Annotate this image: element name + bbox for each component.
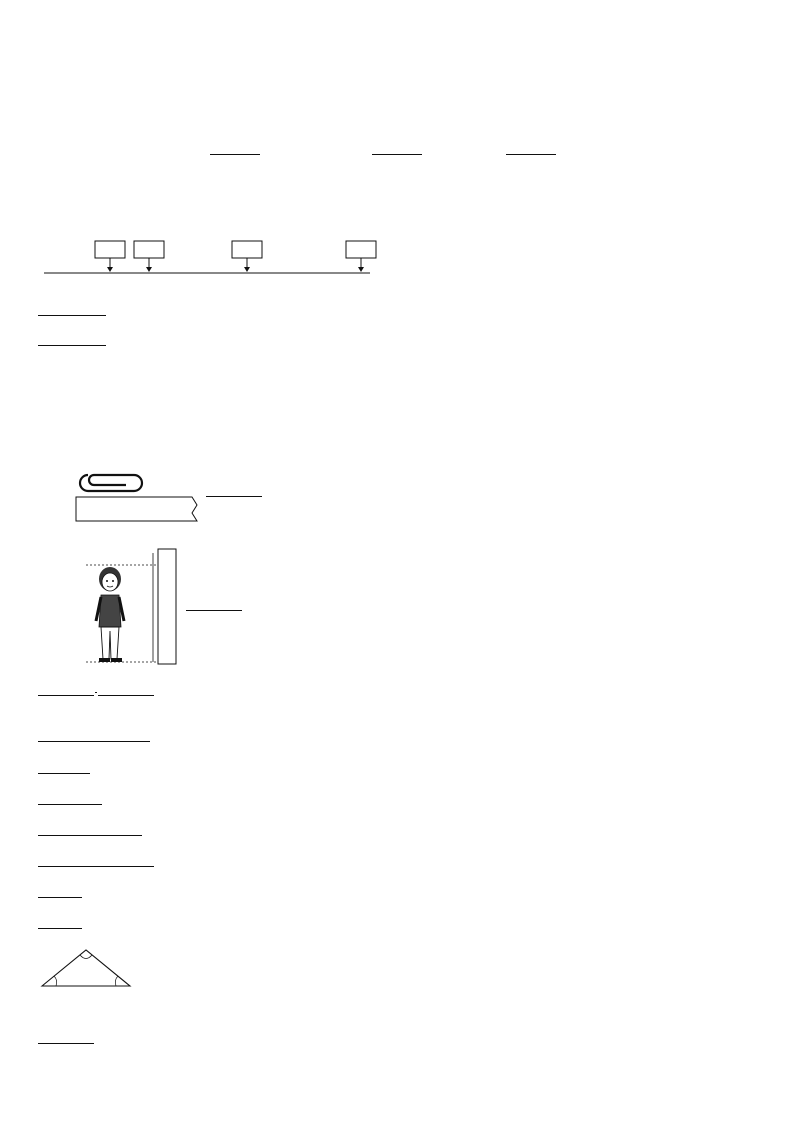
name-blank[interactable]: [506, 142, 556, 155]
question-7-line-2: [38, 792, 102, 808]
q10-blank[interactable]: [38, 885, 82, 898]
answer-box-1[interactable]: [95, 241, 125, 272]
school-field: [210, 142, 260, 158]
height-scale: [153, 549, 176, 664]
number-line-figure: [38, 238, 378, 292]
angle-1-arc: [80, 955, 92, 959]
school-blank[interactable]: [210, 142, 260, 155]
question-11: [38, 916, 82, 932]
question-8: [38, 823, 142, 839]
answer-box-4[interactable]: [346, 241, 376, 272]
child-figure-icon: [96, 567, 124, 662]
answer-box-3[interactable]: [232, 241, 262, 272]
paperclip-icon: [80, 475, 142, 491]
question-2-line-1: [38, 303, 106, 319]
q4-p1-blank[interactable]: [206, 484, 262, 497]
q6-blank-1[interactable]: [38, 729, 94, 742]
grade-blank[interactable]: [372, 142, 422, 155]
q6-blank-2[interactable]: [94, 729, 150, 742]
name-field: [506, 142, 556, 158]
q12-blank[interactable]: [38, 1031, 94, 1044]
q5-frac-num: [95, 692, 97, 693]
question-3-line-1: [38, 365, 94, 380]
q4-p2-blank[interactable]: [186, 598, 242, 611]
triangle-shape: [42, 950, 130, 986]
q5-blank-1[interactable]: [38, 683, 94, 696]
question-9: [38, 854, 154, 870]
question-5: [38, 683, 154, 699]
question-12: [38, 1031, 94, 1047]
paperclip-ruler-figure: [74, 465, 204, 527]
q9-blank-2[interactable]: [96, 854, 154, 867]
q4-part-1-answer: [206, 484, 262, 500]
q2-blank-2[interactable]: [38, 333, 106, 346]
answer-box-2[interactable]: [134, 241, 164, 272]
angle-left-arc: [54, 976, 57, 986]
ruler: [76, 497, 197, 521]
q2-blank-1[interactable]: [38, 303, 106, 316]
triangle-figure: [38, 946, 138, 990]
q4-part-2-answer: [186, 598, 242, 614]
q5-fraction: [95, 692, 97, 693]
q8-blank-1[interactable]: [38, 823, 74, 836]
question-2-line-2: [38, 333, 106, 349]
q8-blank-3[interactable]: [108, 823, 142, 836]
q9-blank-1[interactable]: [38, 854, 96, 867]
angle-right-arc: [115, 976, 118, 986]
question-6: [38, 729, 150, 745]
height-chart-figure: [82, 545, 182, 667]
question-10: [38, 885, 82, 901]
q7-blank-2[interactable]: [38, 792, 102, 805]
q8-blank-2[interactable]: [74, 823, 108, 836]
q5-blank-2[interactable]: [98, 683, 154, 696]
q11-blank[interactable]: [38, 916, 82, 929]
grade-field: [372, 142, 422, 158]
q7-blank-1[interactable]: [38, 761, 90, 774]
question-7-line-1: [38, 761, 90, 780]
